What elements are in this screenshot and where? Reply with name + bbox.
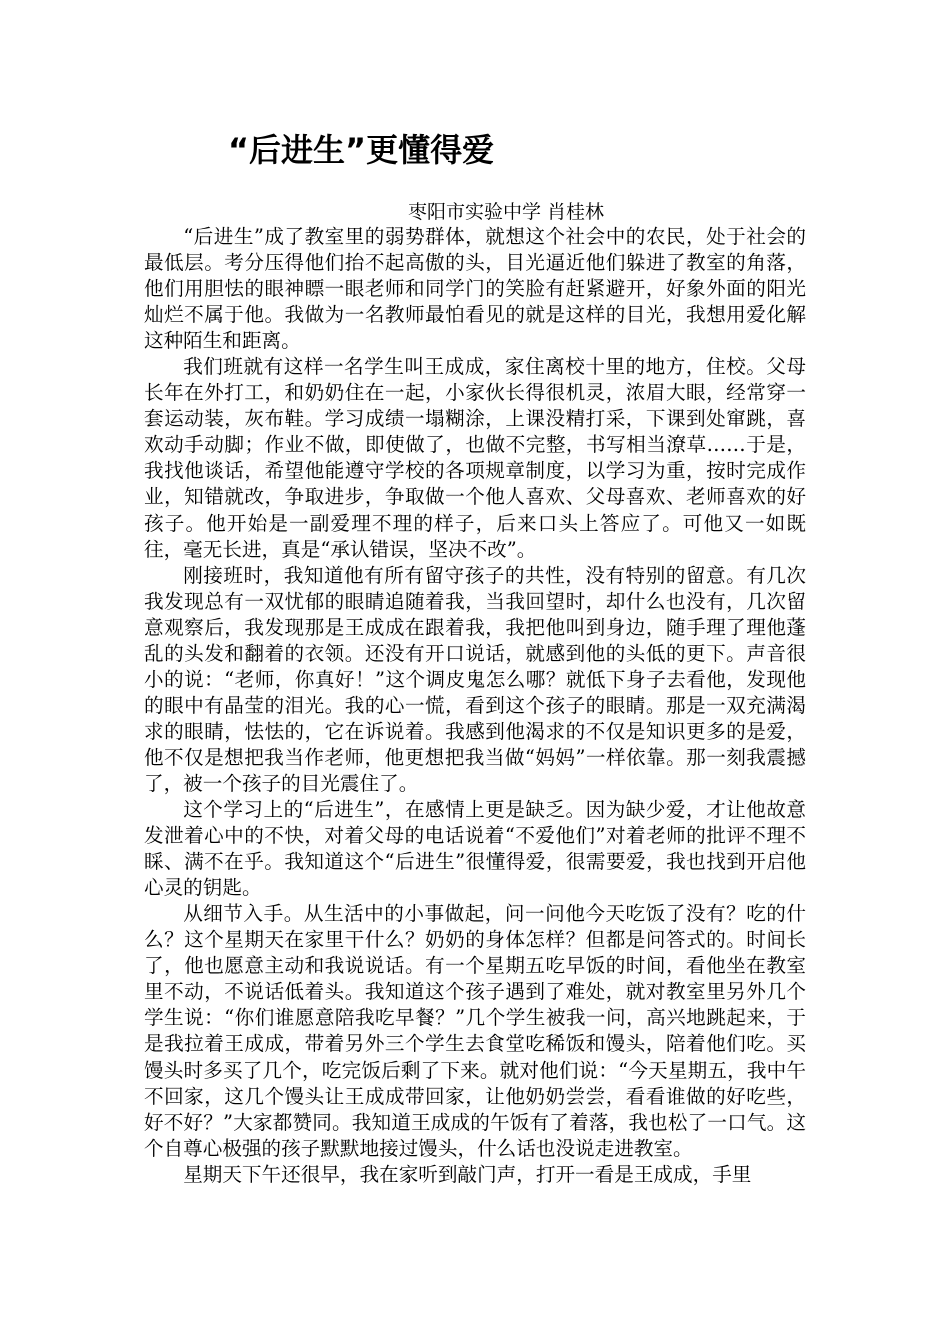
paragraph: 星期天下午还很早，我在家听到敲门声，打开一看是王成成，手里 <box>183 1162 752 1186</box>
paragraph: 刚接班时，我知道他有所有留守孩子的共性，没有特别的留意。有几次我发现总有一双忧郁的眼睛追随着我，当我回望时，却什么也没有，几次留意观察后，我发现那是王成成在跟着我，我把他叫到身边，随手理了理他蓬乱的头发和翻着的衣领。还没有开口说话，就感到他的头低的更下。声音很小的说：“老师，你真好！”这个调皮鬼怎么哪？就低下身子去看他，发现他的眼中有晶莹的泪光。我的心一慌，看到这个孩子的眼睛。那是一双充满渴求的眼睛，怯怯的，它在诉说着。我感到他渴求的不仅是知识更多的是爱，他不仅是想把我当作老师，他更想把我当做“妈妈”一样依靠。那一刻我震撼了，被一个孩子的目光震住了。 <box>144 563 806 795</box>
paragraph: 这个学习上的“后进生”，在感情上更是缺乏。因为缺少爱，才让他故意发泄着心中的不快，对着父母的电话说着“不爱他们”对着老师的批评不理不睬、满不在乎。我知道这个“后进生”很懂得爱，很需要爱，我也找到开启他心灵的钥匙。 <box>144 798 806 900</box>
paragraph: 我们班就有这样一名学生叫王成成，家住离校十里的地方，住校。父母长年在外打工，和奶奶住在一起，小家伙长得很机灵，浓眉大眼，经常穿一套运动装，灰布鞋。学习成绩一塌糊涂，上课没精打采，下课到处窜跳，喜欢动手动脚；作业不做，即使做了，也做不完整，书写相当潦草……于是，我找他谈话，希望他能遵守学校的各项规章制度，以学习为重，按时完成作业，知错就改，争取进步，争取做一个他人喜欢、父母喜欢、老师喜欢的好孩子。他开始是一副爱理不理的样子，后来口头上答应了。可他又一如既往，毫无长进，真是“承认错误，坚决不改”。 <box>144 355 806 561</box>
paragraph: “后进生”成了教室里的弱势群体，就想这个社会中的农民，处于社会的最低层。考分压得他们抬不起高傲的头，目光逼近他们躲进了教室的角落，他们用胆怯的眼神瞟一眼老师和同学门的笑脸有赶紧避开，好象外面的阳光灿烂不属于他。我做为一名教师最怕看见的就是这样的目光，我想用爱化解这种陌生和距离。 <box>144 225 806 353</box>
article-body <box>144 224 806 1188</box>
author-byline: 枣阳市实验中学 肖桂林 <box>408 201 605 223</box>
page-title: “后进生”更懂得爱 <box>228 131 495 169</box>
paragraph: 从细节入手。从生活中的小事做起，问一问他今天吃饭了没有？吃的什么？这个星期天在家里干什么？奶奶的身体怎样？但都是问答式的。时间长了，他也愿意主动和我说说话。有一个星期五吃早饭的时间，看他坐在教室里不动，不说话低着头。我知道这个孩子遇到了难处，就对教室里另外几个学生说：“你们谁愿意陪我吃早餐？”几个学生被我一问，高兴地跳起来，于是我拉着王成成，带着另外三个学生去食堂吃稀饭和馒头，陪着他们吃。买馒头时多买了几个，吃完饭后剩了下来。就对他们说：“今天星期五，我中午不回家，这几个馒头让王成成带回家，让他奶奶尝尝，看看谁做的好吃些，好不好？”大家都赞同。我知道王成成的午饭有了着落，我也松了一口气。这个自尊心极强的孩子默默地接过馒头，什么话也没说走进教室。 <box>144 902 806 1160</box>
